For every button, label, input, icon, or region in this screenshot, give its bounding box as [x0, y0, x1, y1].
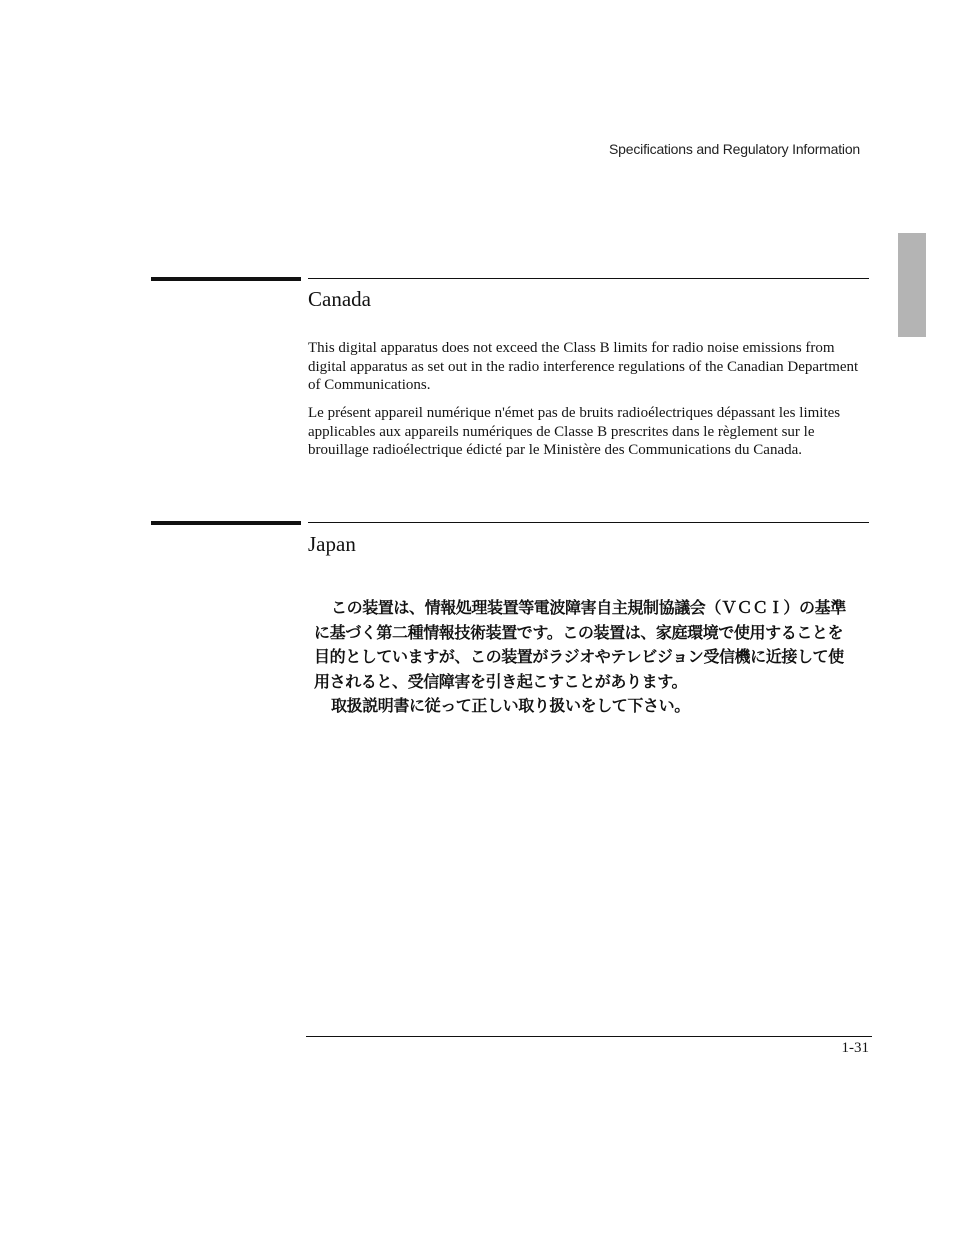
japan-section-title: Japan: [308, 532, 356, 556]
chapter-thumb-tab: [898, 233, 926, 337]
japan-section-bar: [151, 521, 301, 525]
canada-paragraph-english: This digital apparatus does not exceed the Class B limits for radio noise emissions from digital apparatus as set out in the radio interference regulations of the Canadian Department of Communications.: [308, 340, 859, 393]
page-number: 1-31: [841, 1040, 869, 1056]
japan-statement-line: 目的としていますが、この装置がラジオやテレビジョン受信機に近接して使: [314, 647, 844, 666]
canada-section-title: Canada: [308, 287, 371, 311]
japan-statement-line: 取扱説明書に従って正しい取り扱いをして下さい。: [331, 696, 690, 715]
japan-vcci-statement: [314, 596, 874, 719]
canada-paragraph-french: Le présent appareil numérique n'émet pas de bruits radioélectriques dépassant les limites applicables aux appareils numériques de Classe B prescrites dans le règlement sur le brouillage radioélectrique édicté par le Ministère des Communications du Canada.: [308, 405, 841, 458]
footer-rule: [306, 1036, 872, 1037]
canada-section-bar: [151, 277, 301, 281]
running-header: Specifications and Regulatory Information: [609, 141, 860, 157]
japan-section-rule: [308, 522, 869, 523]
canada-section-rule: [308, 278, 869, 279]
japan-statement-line: この装置は、情報処理装置等電波障害自主規制協議会（ＶＣＣＩ）の基準: [331, 598, 846, 617]
japan-statement-line: に基づく第二種情報技術装置です。この装置は、家庭環境で使用することを: [314, 622, 844, 642]
japan-statement-line: 用されると、受信障害を引き起こすことがあります。: [314, 671, 688, 691]
